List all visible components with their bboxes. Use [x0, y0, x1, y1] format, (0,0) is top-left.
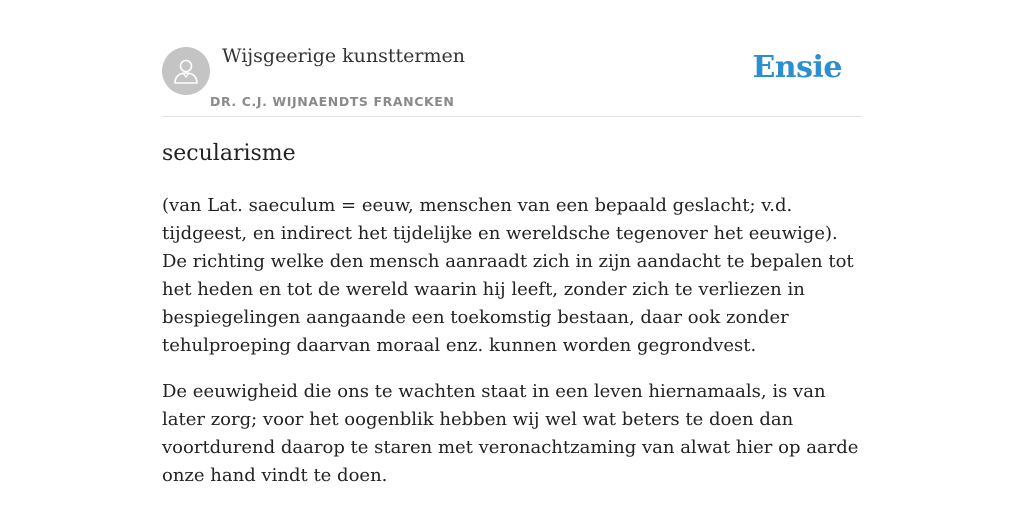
brand-logo[interactable]: Ensie — [752, 50, 842, 85]
entry-paragraph: De eeuwigheid die ons te wachten staat in een leven hiernamaals, is van later zorg; voor het oogenblik hebben wij wel wat beters te doen dan voortdurend daarop te staren met veronachtzaming van alwat hier op aarde onze hand vindt te doen. — [162, 381, 859, 486]
avatar[interactable] — [162, 47, 210, 95]
entry-term: secularisme — [162, 141, 296, 166]
user-avatar-icon — [173, 57, 199, 85]
book-title[interactable]: Wijsgeerige kunsttermen — [222, 45, 466, 67]
author-name[interactable]: DR. C.J. WIJNAENDTS FRANCKEN — [210, 94, 455, 109]
header — [162, 0, 862, 117]
entry-content — [162, 138, 862, 490]
entry-paragraph: (van Lat. saeculum = eeuw, menschen van een bepaald geslacht; v.d. tijdgeest, en indirect het tijdelijke en wereldsche tegenover het eeuwige). De richting welke den mensch aanraadt zich in zijn aandacht te bepalen tot het heden en tot de wereld waarin hij leeft, zonder zich te verliezen in bespiegelingen aangaande een toekomstig bestaan, daar ook zonder tehulproeping daarvan moraal enz. kunnen worden gegrondvest. — [162, 195, 854, 356]
